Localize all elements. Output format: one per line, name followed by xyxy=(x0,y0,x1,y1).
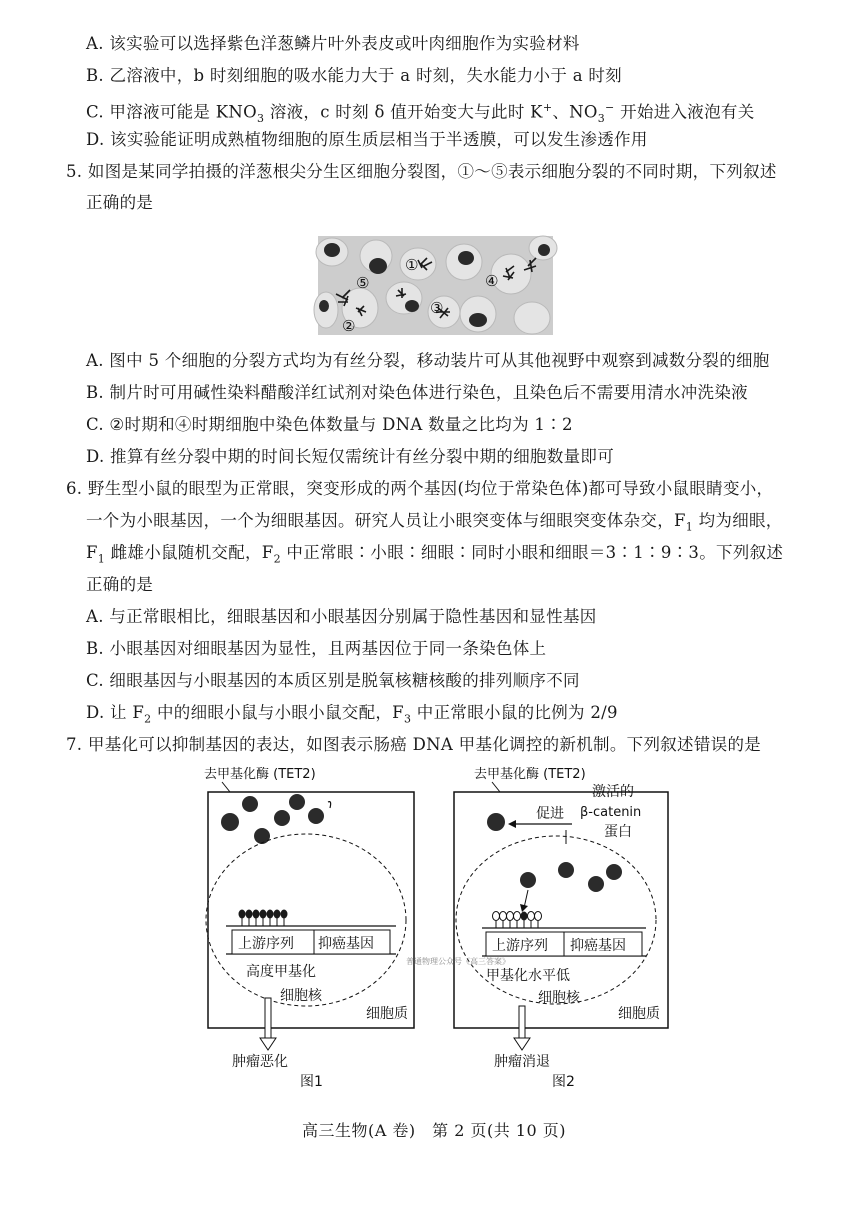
q4-option-d: D. 该实验能证明成熟植物细胞的原生质层相当于半透膜，可以发生渗透作用 xyxy=(86,130,648,149)
fig1-suppressor-label: 抑癌基因 xyxy=(318,936,374,952)
fig2-promote-label: 促进 xyxy=(536,806,564,822)
fig1-down-arrow xyxy=(260,998,276,1050)
q5-option-c: C. ②时期和④时期细胞中染色体数量与 DNA 数量之比均为 1∶2 xyxy=(86,415,573,434)
fig1-methyl-groups xyxy=(239,910,288,927)
fig2-activated-2: β-catenin xyxy=(580,805,642,820)
fig1-caption: 图1 xyxy=(300,1074,323,1090)
fig2-enzyme-label: 去甲基化酶 (TET2) xyxy=(474,767,586,782)
fig1-enzyme-molecules xyxy=(221,794,324,844)
fig2-watermark: 普通物理公众号《高三答案》 xyxy=(406,957,510,966)
fig1-nucleus-label: 细胞核 xyxy=(280,988,322,1004)
q7-stem: 7. 甲基化可以抑制基因的表达，如图表示肠癌 DNA 甲基化调控的新机制。下列叙述错误的是 xyxy=(66,735,762,754)
micrograph-figure xyxy=(318,236,553,335)
fig2-activated-1: 激活的 xyxy=(592,784,634,800)
q6-option-c: C. 细眼基因与小眼基因的本质区别是脱氧核糖核酸的排列顺序不同 xyxy=(86,671,580,690)
fig1-cytoplasm-label: 细胞质 xyxy=(366,1006,408,1022)
q5-option-d: D. 推算有丝分裂中期的时间长短仅需统计有丝分裂中期的细胞数量即可 xyxy=(86,447,615,466)
q5-option-b: B. 制片时可用碱性染料醋酸洋红试剂对染色体进行染色，且染色后不需要用清水冲洗染液 xyxy=(86,383,748,402)
fig1-nucleus-boundary xyxy=(206,834,406,1006)
page-footer: 高三生物(A 卷) 第 2 页(共 10 页) xyxy=(302,1121,566,1140)
q5-option-a: A. 图中 5 个细胞的分裂方式均为有丝分裂，移动装片可从其他视野中观察到减数分裂的细胞 xyxy=(86,351,770,370)
q6-option-b: B. 小眼基因对细眼基因为显性，且两基因位于同一条染色体上 xyxy=(86,639,547,658)
q6-stem-cont-3: 正确的是 xyxy=(86,575,154,594)
q4-option-b: B. 乙溶液中，b 时刻细胞的吸水能力大于 a 时刻，失水能力小于 a 时刻 xyxy=(86,66,622,85)
fig1-enzyme-label: 去甲基化酶 (TET2) xyxy=(204,767,316,782)
q5-stem-cont: 正确的是 xyxy=(86,193,154,212)
q5-stem: 5. 如图是某同学拍摄的洋葱根尖分生区细胞分裂图，①～⑤表示细胞分裂的不同时期，下列叙述 xyxy=(66,162,777,181)
q4-option-a: A. 该实验可以选择紫色洋葱鳞片叶外表皮或叶肉细胞作为实验材料 xyxy=(86,34,580,53)
fig2-suppressor-label: 抑癌基因 xyxy=(570,938,626,954)
fig2-activated-3: 蛋白 xyxy=(604,824,632,840)
fig1-state-label: 高度甲基化 xyxy=(246,964,316,980)
fig2-state-label: 甲基化水平低 xyxy=(486,968,570,984)
figure-1 xyxy=(196,760,426,1090)
fig1-upstream-label: 上游序列 xyxy=(238,936,294,952)
micro-label-3: ③ xyxy=(430,299,444,317)
fig2-beta-catenin-molecules xyxy=(520,862,622,892)
q6-option-a: A. 与正常眼相比，细眼基因和小眼基因分别属于隐性基因和显性基因 xyxy=(86,607,597,626)
fig2-caption: 图2 xyxy=(552,1074,575,1090)
micro-label-5: ⑤ xyxy=(356,274,370,292)
fig2-outcome-label: 肿瘤消退 xyxy=(494,1054,550,1070)
micro-label-4: ④ xyxy=(485,272,499,290)
fig2-nucleus-label: 细胞核 xyxy=(538,990,580,1006)
fig2-upstream-label: 上游序列 xyxy=(492,938,548,954)
figure-2 xyxy=(406,760,686,1090)
micro-label-1: ① xyxy=(405,256,419,274)
fig2-enzyme-molecule xyxy=(487,813,505,831)
q6-stem: 6. 野生型小鼠的眼型为正常眼，突变形成的两个基因(均位于常染色体)都可导致小鼠眼睛变小， xyxy=(66,479,774,498)
fig1-outcome-label: 肿瘤恶化 xyxy=(232,1054,288,1070)
micro-label-2: ② xyxy=(342,317,356,335)
q4-option-c: C. 甲溶液可能是 $KNO_3$ 溶液，c 时刻 δ 值开始变大与此时 K+、$NO_3^-$ 开始进入液泡有关 xyxy=(86,101,755,125)
q6-option-d: D. 让 $F_2$ 中的细眼小鼠与小眼小鼠交配，$F_3$ 中正常眼小鼠的比例为 2/9 xyxy=(86,703,618,726)
q6-stem-cont-2: $F_1$ 雌雄小鼠随机交配，$F_2$ 中正常眼∶小眼∶细眼∶同时小眼和细眼＝3∶1∶9∶3。下列叙述 xyxy=(86,543,784,566)
fig2-cytoplasm-label: 细胞质 xyxy=(618,1006,660,1022)
q6-stem-cont-1: 一个为小眼基因，一个为细眼基因。研究人员让小眼突变体与细眼突变体杂交，$F_1$ 均为细眼， xyxy=(86,511,783,534)
fig2-methyl-groups xyxy=(493,912,542,929)
